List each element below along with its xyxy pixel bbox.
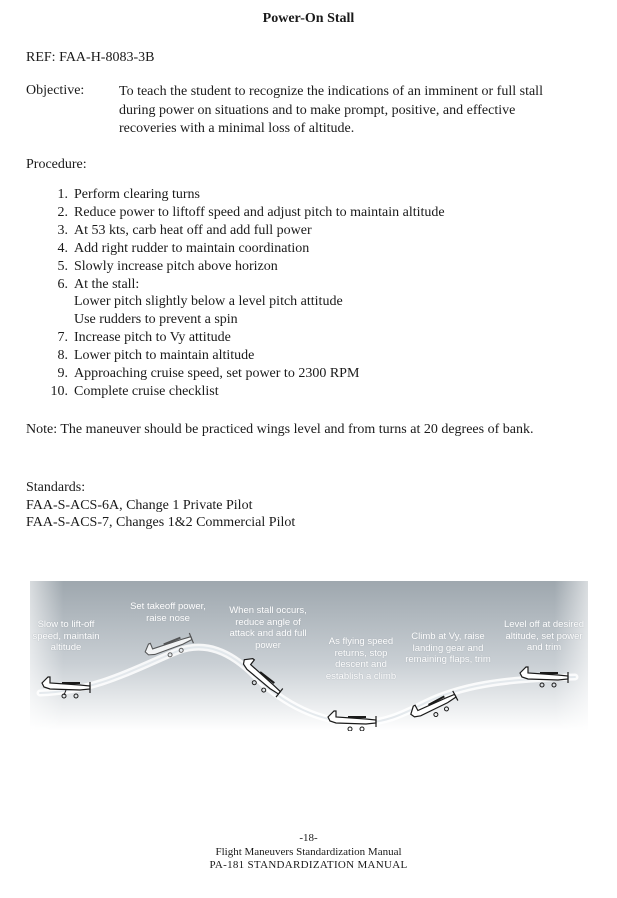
label-takeoff: Set takeoff power, raise nose: [130, 601, 206, 624]
step-text: Add right rudder to maintain coordination: [74, 240, 310, 256]
step-number: 4.: [57, 240, 68, 256]
step-text: At the stall:: [74, 276, 140, 292]
step-number: 3.: [57, 222, 68, 238]
step-number: 9.: [57, 366, 68, 382]
list-item: [26, 204, 445, 222]
step-number: 6.: [57, 276, 68, 292]
power-on-stall-diagram: [30, 581, 588, 731]
manual-title: Flight Maneuvers Standardization Manual: [215, 845, 402, 858]
standards-label: Standards:: [26, 480, 86, 495]
standards-section: [26, 479, 295, 532]
list-item: [26, 240, 445, 258]
step-text: Slowly increase pitch above horizon: [74, 258, 278, 274]
step-number: [26, 311, 74, 329]
label-stall: When stall occurs, reduce angle of attack and add full power: [229, 605, 307, 651]
list-item: [26, 311, 445, 329]
reference: REF: FAA-H-8083-3B: [26, 50, 155, 65]
page-footer: [0, 832, 617, 873]
step-text: At 53 kts, carb heat off and add full power: [74, 222, 312, 238]
label-flying: As flying speed returns, stop descent and establish a climb: [325, 636, 397, 682]
objective-text: To teach the student to recognize the indications of an imminent or full stall during power on situations and to make prompt, positive, and effective recoveries with a minimal loss of altitude.: [119, 84, 543, 136]
step-number: 10.: [50, 383, 68, 399]
procedure-label: Procedure:: [26, 157, 87, 172]
list-item: [26, 347, 445, 365]
step-text: Lower pitch slightly below a level pitch attitude: [74, 294, 343, 310]
step-text: Reduce power to liftoff speed and adjust pitch to maintain altitude: [74, 204, 445, 220]
label-slow: Slow to lift-off speed, maintain altitude: [32, 619, 100, 653]
step-number: 1.: [57, 187, 68, 202]
step-number: [26, 293, 74, 311]
step-text: Use rudders to prevent a spin: [74, 312, 238, 328]
list-item: [26, 186, 445, 204]
step-number: 8.: [57, 348, 68, 364]
step-number: 5.: [57, 258, 68, 274]
step-text: Perform clearing turns: [74, 187, 200, 202]
step-text: Lower pitch to maintain altitude: [74, 348, 255, 364]
standards-line: FAA-S-ACS-6A, Change 1 Private Pilot: [26, 497, 253, 513]
list-item: [26, 383, 445, 401]
list-item: [26, 329, 445, 347]
list-item: [26, 293, 445, 311]
objective-label: Objective:: [26, 83, 85, 98]
standards-line: FAA-S-ACS-7, Changes 1&2 Commercial Pilot: [26, 515, 296, 530]
note-text: Note: The maneuver should be practiced wings level and from turns at 20 degrees of bank.: [26, 422, 534, 437]
list-item: [26, 258, 445, 276]
step-number: 2.: [57, 204, 68, 220]
step-text: Complete cruise checklist: [74, 383, 219, 399]
step-number: 7.: [57, 330, 68, 346]
label-level: Level off at desired altitude, set power and trim: [503, 619, 585, 653]
objective-section: [26, 83, 586, 139]
manual-subtitle: PA-181 STANDARDIZATION MANUAL: [209, 859, 408, 871]
diagram-illustration: [30, 581, 588, 731]
list-item: [26, 276, 445, 294]
label-climb: Climb at Vy, raise landing gear and remaining flaps, trim: [405, 631, 491, 665]
list-item: [26, 365, 445, 383]
step-text: Approaching cruise speed, set power to 2300 RPM: [74, 366, 360, 382]
list-item: [26, 222, 445, 240]
page-number: -18-: [299, 832, 318, 844]
step-text: Increase pitch to Vy attitude: [74, 330, 231, 346]
page-title: Power-On Stall: [262, 11, 355, 26]
procedure-steps: [26, 186, 445, 401]
